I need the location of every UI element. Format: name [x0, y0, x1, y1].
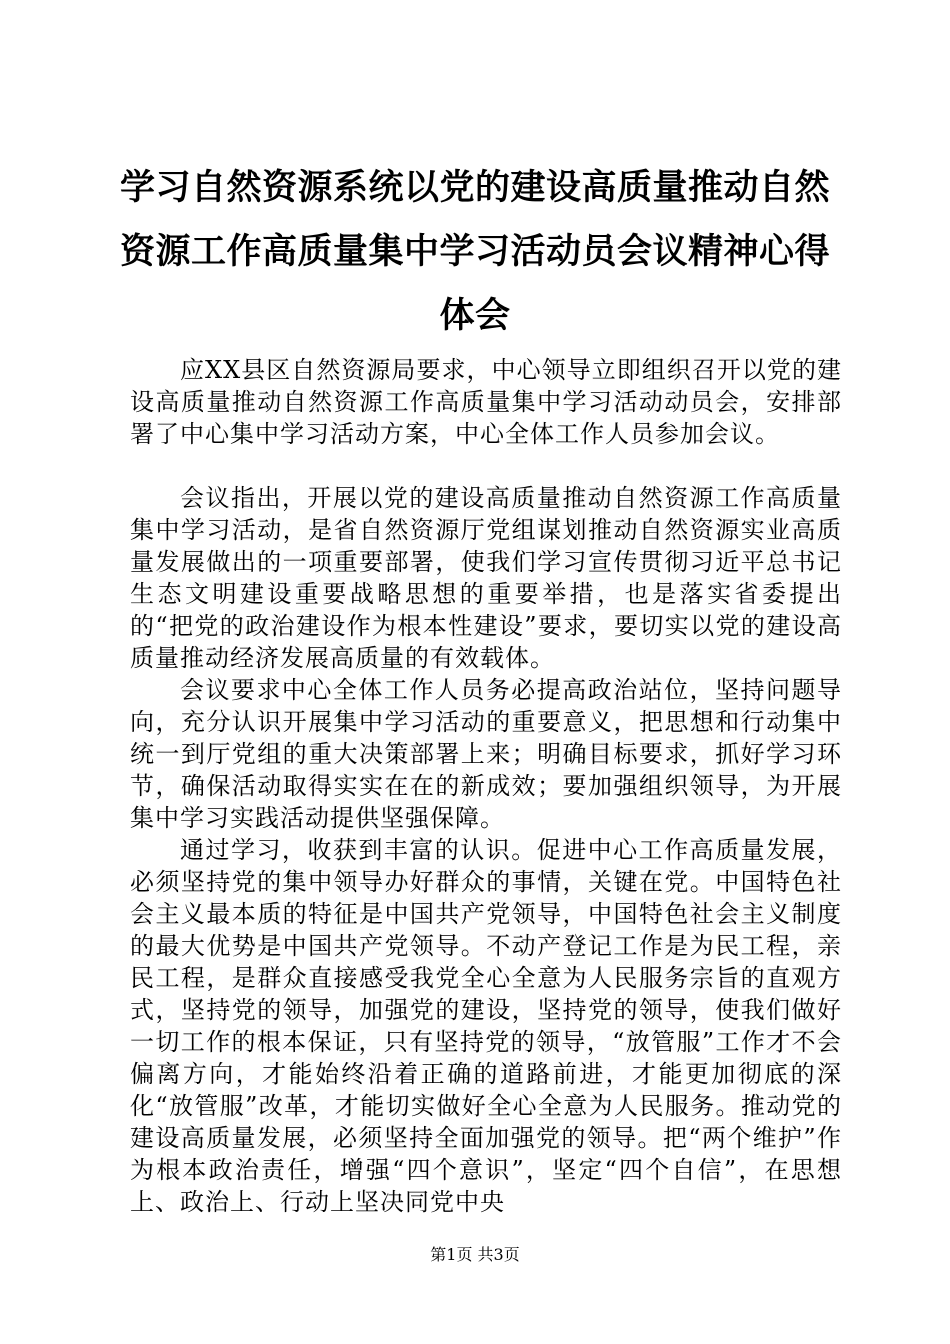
- paragraph-4: 通过学习，收获到丰富的认识。促进中心工作高质量发展，必须坚持党的集中领导办好群众的事情，关键在党。中国特色社会主义最本质的特征是中国共产党领导，中国特色社会主义制度的最大优势是中国共产党领导。不动产登记工作是为民工程，亲民工程，是群众直接感受我党全心全意为人民服务宗旨的直观方式，坚持党的领导，加强党的建设，坚持党的领导，使我们做好一切工作的根本保证，只有坚持党的领导，“放管服”工作才不会偏离方向，才能始终沿着正确的道路前进，才能更加彻底的深化“放管服”改革，才能切实做好全心全意为人民服务。推动党的建设高质量发展，必须坚持全面加强党的领导。把“两个维护”作为根本政治责任，增强“四个意识”，坚定“四个自信”，在思想上、政治上、行动上坚决同党中央: [130, 836, 842, 1216]
- paragraph-2: 会议指出，开展以党的建设高质量推动自然资源工作高质量集中学习活动，是省自然资源厅党组谋划推动自然资源实业高质量发展做出的一项重要部署，使我们学习宣传贯彻习近平总书记生态文明建设重要战略思想的重要举措，也是落实省委提出的“把党的政治建设作为根本性建设”要求，要切实以党的建设高质量推动经济发展高质量的有效载体。: [130, 484, 842, 672]
- document-body: [130, 354, 842, 1218]
- page-number-footer: 第1页 共3页: [430, 1245, 520, 1264]
- paragraph-1: 应XX县区自然资源局要求，中心领导立即组织召开以党的建设高质量推动自然资源工作高质量集中学习活动动员会，安排部署了中心集中学习活动方案，中心全体工作人员参加会议。: [130, 356, 842, 448]
- paragraph-3: 会议要求中心全体工作人员务必提高政治站位，坚持问题导向，充分认识开展集中学习活动的重要意义，把思想和行动集中统一到厅党组的重大决策部署上来；明确目标要求，抓好学习环节，确保活动取得实实在在的新成效；要加强组织领导，为开展集中学习实践活动提供坚强保障。: [130, 676, 842, 832]
- document-title: 学习自然资源系统以党的建设高质量推动自然资源工作高质量集中学习活动员会议精神心得体会: [119, 168, 830, 336]
